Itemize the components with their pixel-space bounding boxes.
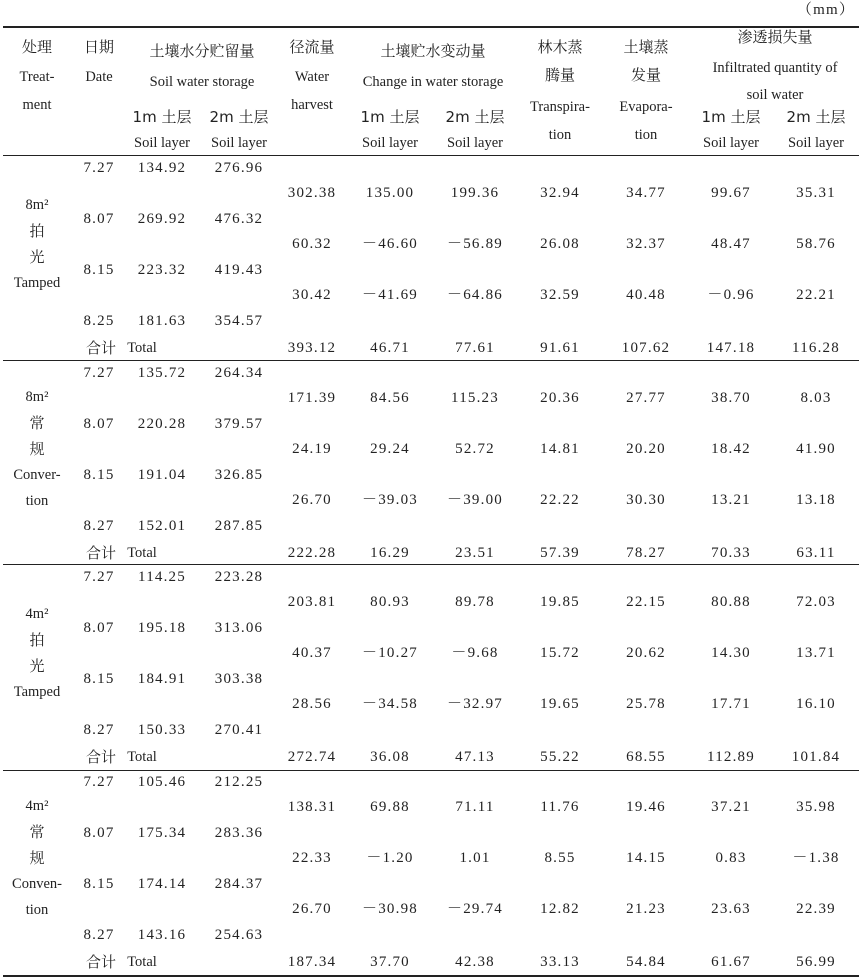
header-evap-en-2: tion bbox=[634, 127, 658, 143]
treatment-label-line: 常 bbox=[29, 823, 45, 841]
header-evap-en-1: Evapora- bbox=[619, 99, 673, 115]
interval-value-cell: －1.20 bbox=[366, 850, 414, 866]
header-storage-2m: 2m 土层 bbox=[209, 108, 269, 126]
header-change-en: Change in water storage bbox=[362, 74, 504, 90]
interval-value-cell: 22.39 bbox=[796, 901, 836, 917]
interval-value-cell: 22.33 bbox=[292, 850, 332, 866]
interval-value-cell: 0.83 bbox=[715, 850, 747, 866]
date-cell: 8.25 bbox=[83, 313, 115, 329]
interval-value-cell: 58.76 bbox=[796, 236, 836, 252]
interval-value-cell: 8.55 bbox=[544, 850, 576, 866]
treatment-label-line: 8m² bbox=[25, 389, 49, 405]
total-value-cell: 91.61 bbox=[540, 340, 580, 356]
header-runoff-en-1: Water bbox=[294, 69, 330, 85]
storage-1m-cell: 143.16 bbox=[137, 927, 187, 943]
header-runoff-en-2: harvest bbox=[291, 97, 333, 113]
total-value-cell: 55.22 bbox=[540, 749, 580, 765]
header-date-en: Date bbox=[85, 69, 113, 85]
date-cell: 8.27 bbox=[83, 518, 115, 534]
interval-value-cell: －46.60 bbox=[362, 236, 418, 252]
interval-value-cell: －39.03 bbox=[362, 492, 418, 508]
header-rule bbox=[3, 155, 859, 156]
interval-value-cell: 40.37 bbox=[292, 645, 332, 661]
date-cell: 8.15 bbox=[83, 671, 115, 687]
interval-value-cell: 80.93 bbox=[370, 594, 410, 610]
treatment-label-line: 规 bbox=[29, 849, 45, 867]
storage-2m-cell: 284.37 bbox=[214, 876, 264, 892]
total-label-en: Total bbox=[127, 340, 157, 356]
interval-value-cell: －56.89 bbox=[447, 236, 503, 252]
header-change-1m-en: Soil layer bbox=[362, 135, 418, 151]
interval-value-cell: 14.30 bbox=[711, 645, 751, 661]
interval-value-cell: －0.96 bbox=[707, 287, 755, 303]
header-infil-1m: 1m 土层 bbox=[701, 108, 761, 126]
storage-2m-cell: 223.28 bbox=[214, 569, 264, 585]
top-rule bbox=[3, 26, 859, 28]
interval-value-cell: 19.65 bbox=[540, 696, 580, 712]
header-infil-zh: 渗透损失量 bbox=[737, 28, 813, 46]
treatment-label-line: 光 bbox=[29, 657, 45, 675]
interval-value-cell: 20.62 bbox=[626, 645, 666, 661]
header-treatment-en-2: ment bbox=[22, 97, 52, 113]
total-value-cell: 116.28 bbox=[792, 340, 840, 356]
interval-value-cell: 99.67 bbox=[711, 185, 751, 201]
total-value-cell: 77.61 bbox=[455, 340, 495, 356]
header-transp-en-2: tion bbox=[548, 127, 572, 143]
interval-value-cell: 30.30 bbox=[626, 492, 666, 508]
storage-1m-cell: 184.91 bbox=[137, 671, 187, 687]
storage-1m-cell: 191.04 bbox=[137, 467, 187, 483]
interval-value-cell: 60.32 bbox=[292, 236, 332, 252]
total-value-cell: 36.08 bbox=[370, 749, 410, 765]
header-evap-zh-2: 发量 bbox=[630, 66, 662, 84]
storage-1m-cell: 181.63 bbox=[137, 313, 187, 329]
total-value-cell: 56.99 bbox=[796, 954, 836, 970]
total-value-cell: 107.62 bbox=[621, 340, 671, 356]
interval-value-cell: 14.81 bbox=[540, 441, 580, 457]
interval-value-cell: 135.00 bbox=[365, 185, 415, 201]
interval-value-cell: 17.71 bbox=[711, 696, 751, 712]
total-value-cell: 68.55 bbox=[626, 749, 666, 765]
total-value-cell: 63.11 bbox=[796, 545, 836, 561]
total-label-en: Total bbox=[127, 749, 157, 765]
storage-2m-cell: 419.43 bbox=[214, 262, 264, 278]
interval-value-cell: 199.36 bbox=[450, 185, 500, 201]
treatment-label-line: 拍 bbox=[29, 222, 45, 240]
interval-value-cell: 89.78 bbox=[455, 594, 495, 610]
group-rule-3 bbox=[3, 770, 859, 771]
date-cell: 7.27 bbox=[83, 774, 115, 790]
storage-2m-cell: 283.36 bbox=[214, 825, 264, 841]
interval-value-cell: 69.88 bbox=[370, 799, 410, 815]
total-value-cell: 112.89 bbox=[707, 749, 755, 765]
interval-value-cell: 14.15 bbox=[626, 850, 666, 866]
total-value-cell: 47.13 bbox=[455, 749, 495, 765]
interval-value-cell: 21.23 bbox=[626, 901, 666, 917]
total-label: 合计 bbox=[85, 953, 117, 971]
storage-2m-cell: 476.32 bbox=[214, 211, 264, 227]
treatment-label-line: 4m² bbox=[25, 606, 49, 622]
header-runoff-zh: 径流量 bbox=[289, 38, 335, 56]
total-value-cell: 187.34 bbox=[287, 954, 337, 970]
header-storage-1m: 1m 土层 bbox=[132, 108, 192, 126]
storage-1m-cell: 135.72 bbox=[137, 365, 187, 381]
treatment-label-line: 光 bbox=[29, 248, 45, 266]
interval-value-cell: －9.68 bbox=[451, 645, 499, 661]
total-value-cell: 46.71 bbox=[370, 340, 410, 356]
interval-value-cell: 8.03 bbox=[800, 390, 832, 406]
interval-value-cell: 29.24 bbox=[370, 441, 410, 457]
interval-value-cell: 71.11 bbox=[455, 799, 495, 815]
header-date-zh: 日期 bbox=[83, 38, 115, 56]
treatment-label-line: Conven- bbox=[12, 876, 62, 892]
interval-value-cell: －34.58 bbox=[362, 696, 418, 712]
interval-value-cell: 26.08 bbox=[540, 236, 580, 252]
total-label: 合计 bbox=[85, 544, 117, 562]
total-value-cell: 61.67 bbox=[711, 954, 751, 970]
interval-value-cell: 84.56 bbox=[370, 390, 410, 406]
header-change-2m: 2m 土层 bbox=[445, 108, 505, 126]
interval-value-cell: 30.42 bbox=[292, 287, 332, 303]
treatment-label-line: 8m² bbox=[25, 197, 49, 213]
treatment-label-line: 拍 bbox=[29, 631, 45, 649]
storage-2m-cell: 254.63 bbox=[214, 927, 264, 943]
interval-value-cell: －1.38 bbox=[792, 850, 840, 866]
date-cell: 8.07 bbox=[83, 825, 115, 841]
interval-value-cell: －29.74 bbox=[447, 901, 503, 917]
storage-2m-cell: 264.34 bbox=[214, 365, 264, 381]
total-label: 合计 bbox=[85, 339, 117, 357]
header-storage-1m-en: Soil layer bbox=[134, 135, 190, 151]
header-change-1m: 1m 土层 bbox=[360, 108, 420, 126]
header-change-zh: 土壤贮水变动量 bbox=[380, 42, 486, 60]
interval-value-cell: －10.27 bbox=[362, 645, 418, 661]
storage-1m-cell: 220.28 bbox=[137, 416, 187, 432]
storage-2m-cell: 303.38 bbox=[214, 671, 264, 687]
interval-value-cell: 80.88 bbox=[711, 594, 751, 610]
storage-1m-cell: 105.46 bbox=[137, 774, 187, 790]
interval-value-cell: 171.39 bbox=[287, 390, 337, 406]
total-value-cell: 147.18 bbox=[706, 340, 756, 356]
header-storage-zh: 土壤水分贮留量 bbox=[149, 42, 255, 60]
treatment-label-line: Conver- bbox=[13, 467, 61, 483]
date-cell: 7.27 bbox=[83, 365, 115, 381]
storage-1m-cell: 269.92 bbox=[137, 211, 187, 227]
storage-2m-cell: 326.85 bbox=[214, 467, 264, 483]
date-cell: 8.27 bbox=[83, 722, 115, 738]
header-infil-en-2: soil water bbox=[746, 87, 804, 103]
interval-value-cell: 12.82 bbox=[540, 901, 580, 917]
unit-label: （mm） bbox=[796, 2, 856, 18]
interval-value-cell: 26.70 bbox=[292, 901, 332, 917]
interval-value-cell: 302.38 bbox=[287, 185, 337, 201]
total-value-cell: 272.74 bbox=[287, 749, 337, 765]
total-value-cell: 16.29 bbox=[370, 545, 410, 561]
header-treatment-zh: 处理 bbox=[21, 38, 53, 56]
storage-2m-cell: 287.85 bbox=[214, 518, 264, 534]
date-cell: 8.07 bbox=[83, 416, 115, 432]
treatment-label-line: 4m² bbox=[25, 798, 49, 814]
total-label-en: Total bbox=[127, 954, 157, 970]
interval-value-cell: 32.37 bbox=[626, 236, 666, 252]
total-value-cell: 393.12 bbox=[287, 340, 337, 356]
storage-1m-cell: 195.18 bbox=[137, 620, 187, 636]
interval-value-cell: 203.81 bbox=[287, 594, 337, 610]
interval-value-cell: 15.72 bbox=[540, 645, 580, 661]
interval-value-cell: 138.31 bbox=[287, 799, 337, 815]
interval-value-cell: 38.70 bbox=[711, 390, 751, 406]
date-cell: 7.27 bbox=[83, 569, 115, 585]
interval-value-cell: 37.21 bbox=[711, 799, 751, 815]
header-infil-1m-en: Soil layer bbox=[703, 135, 759, 151]
interval-value-cell: 40.48 bbox=[626, 287, 666, 303]
storage-1m-cell: 150.33 bbox=[137, 722, 187, 738]
date-cell: 8.15 bbox=[83, 467, 115, 483]
interval-value-cell: 13.21 bbox=[711, 492, 751, 508]
treatment-label-line: 常 bbox=[29, 414, 45, 432]
interval-value-cell: 13.18 bbox=[796, 492, 836, 508]
header-infil-en-1: Infiltrated quantity of bbox=[712, 60, 838, 76]
header-infil-2m-en: Soil layer bbox=[788, 135, 844, 151]
header-storage-2m-en: Soil layer bbox=[211, 135, 267, 151]
interval-value-cell: 28.56 bbox=[292, 696, 332, 712]
storage-1m-cell: 134.92 bbox=[137, 160, 187, 176]
date-cell: 7.27 bbox=[83, 160, 115, 176]
interval-value-cell: 52.72 bbox=[455, 441, 495, 457]
interval-value-cell: 22.15 bbox=[626, 594, 666, 610]
group-rule-1 bbox=[3, 360, 859, 361]
total-value-cell: 42.38 bbox=[455, 954, 495, 970]
treatment-label-line: tion bbox=[25, 493, 49, 509]
storage-1m-cell: 114.25 bbox=[138, 569, 186, 585]
interval-value-cell: 34.77 bbox=[626, 185, 666, 201]
interval-value-cell: 20.20 bbox=[626, 441, 666, 457]
storage-2m-cell: 276.96 bbox=[214, 160, 264, 176]
interval-value-cell: 32.59 bbox=[540, 287, 580, 303]
storage-2m-cell: 270.41 bbox=[214, 722, 264, 738]
header-transp-zh-2: 腾量 bbox=[544, 66, 576, 84]
interval-value-cell: 35.31 bbox=[796, 185, 836, 201]
storage-1m-cell: 223.32 bbox=[137, 262, 187, 278]
interval-value-cell: 115.23 bbox=[451, 390, 499, 406]
total-value-cell: 222.28 bbox=[287, 545, 337, 561]
interval-value-cell: 23.63 bbox=[711, 901, 751, 917]
date-cell: 8.07 bbox=[83, 620, 115, 636]
header-change-2m-en: Soil layer bbox=[447, 135, 503, 151]
storage-1m-cell: 174.14 bbox=[137, 876, 187, 892]
interval-value-cell: 41.90 bbox=[796, 441, 836, 457]
storage-1m-cell: 175.34 bbox=[137, 825, 187, 841]
interval-value-cell: 22.21 bbox=[796, 287, 836, 303]
interval-value-cell: 27.77 bbox=[626, 390, 666, 406]
interval-value-cell: 35.98 bbox=[796, 799, 836, 815]
treatment-label-line: Tamped bbox=[13, 684, 61, 700]
total-value-cell: 78.27 bbox=[626, 545, 666, 561]
header-infil-2m: 2m 土层 bbox=[786, 108, 846, 126]
storage-2m-cell: 354.57 bbox=[214, 313, 264, 329]
interval-value-cell: 72.03 bbox=[796, 594, 836, 610]
bottom-rule bbox=[3, 975, 859, 977]
date-cell: 8.15 bbox=[83, 262, 115, 278]
interval-value-cell: 11.76 bbox=[540, 799, 580, 815]
total-value-cell: 57.39 bbox=[540, 545, 580, 561]
interval-value-cell: 22.22 bbox=[540, 492, 580, 508]
interval-value-cell: 1.01 bbox=[459, 850, 491, 866]
interval-value-cell: －32.97 bbox=[447, 696, 503, 712]
total-value-cell: 33.13 bbox=[540, 954, 580, 970]
total-label: 合计 bbox=[85, 748, 117, 766]
total-value-cell: 23.51 bbox=[455, 545, 495, 561]
storage-1m-cell: 152.01 bbox=[137, 518, 187, 534]
interval-value-cell: －30.98 bbox=[362, 901, 418, 917]
interval-value-cell: 16.10 bbox=[796, 696, 836, 712]
header-storage-en: Soil water storage bbox=[149, 74, 255, 90]
interval-value-cell: 25.78 bbox=[626, 696, 666, 712]
group-rule-2 bbox=[3, 564, 859, 565]
total-value-cell: 37.70 bbox=[370, 954, 410, 970]
total-value-cell: 101.84 bbox=[791, 749, 841, 765]
treatment-label-line: 规 bbox=[29, 440, 45, 458]
treatment-label-line: tion bbox=[25, 902, 49, 918]
date-cell: 8.15 bbox=[83, 876, 115, 892]
date-cell: 8.07 bbox=[83, 211, 115, 227]
interval-value-cell: －41.69 bbox=[362, 287, 418, 303]
interval-value-cell: 24.19 bbox=[292, 441, 332, 457]
storage-2m-cell: 212.25 bbox=[214, 774, 264, 790]
interval-value-cell: 20.36 bbox=[540, 390, 580, 406]
interval-value-cell: 13.71 bbox=[796, 645, 836, 661]
total-value-cell: 54.84 bbox=[626, 954, 666, 970]
header-treatment-en-1: Treat- bbox=[19, 69, 55, 85]
interval-value-cell: 48.47 bbox=[711, 236, 751, 252]
total-label-en: Total bbox=[127, 545, 157, 561]
interval-value-cell: －39.00 bbox=[447, 492, 503, 508]
interval-value-cell: 19.85 bbox=[540, 594, 580, 610]
header-transp-en-1: Transpira- bbox=[530, 99, 590, 115]
treatment-label-line: Tamped bbox=[13, 275, 61, 291]
header-transp-zh-1: 林木蒸 bbox=[537, 38, 583, 56]
date-cell: 8.27 bbox=[83, 927, 115, 943]
storage-2m-cell: 379.57 bbox=[214, 416, 264, 432]
interval-value-cell: 18.42 bbox=[711, 441, 751, 457]
header-evap-zh-1: 土壤蒸 bbox=[623, 38, 669, 56]
storage-2m-cell: 313.06 bbox=[214, 620, 264, 636]
interval-value-cell: 26.70 bbox=[292, 492, 332, 508]
interval-value-cell: 19.46 bbox=[626, 799, 666, 815]
interval-value-cell: 32.94 bbox=[540, 185, 580, 201]
interval-value-cell: －64.86 bbox=[447, 287, 503, 303]
total-value-cell: 70.33 bbox=[711, 545, 751, 561]
